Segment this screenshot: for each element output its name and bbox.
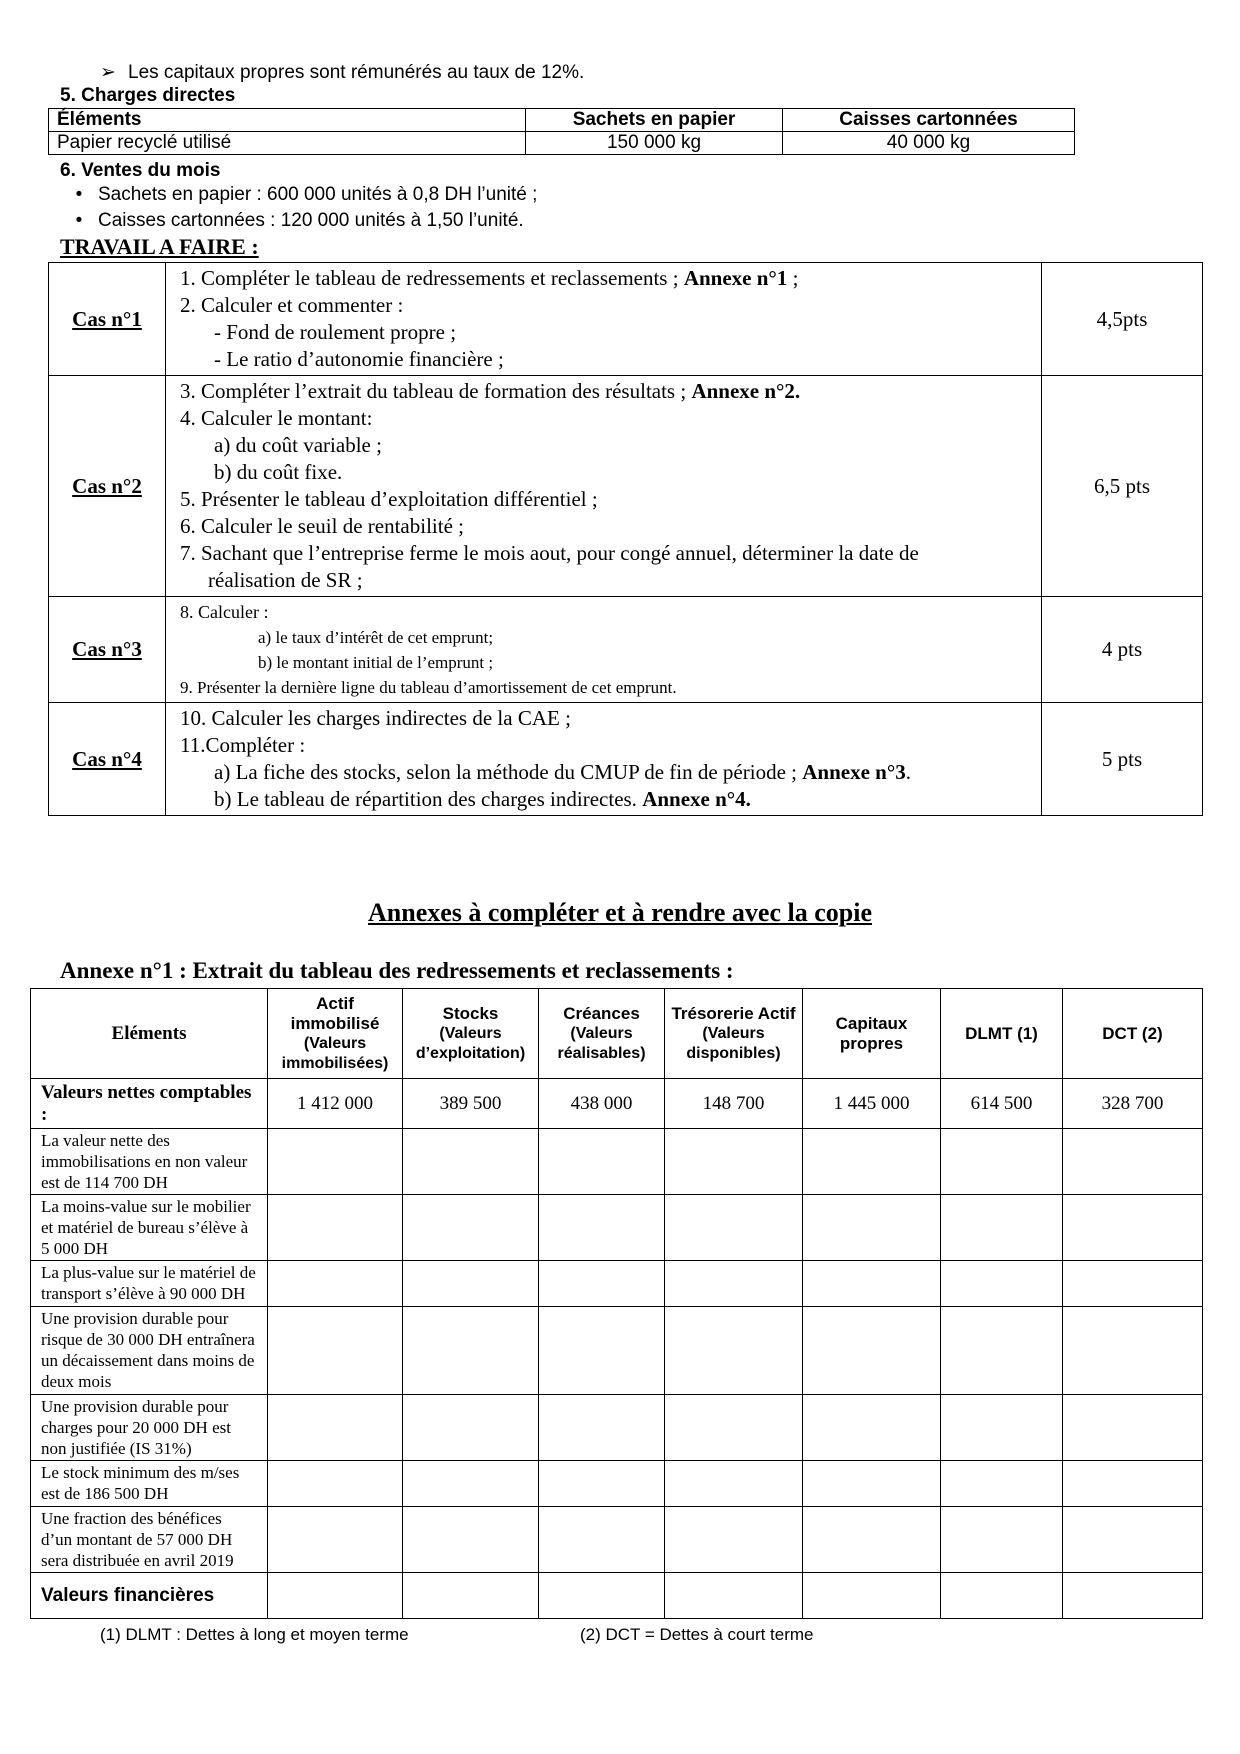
row-description: La valeur nette des immobilisations en non valeur est de 114 700 DH xyxy=(31,1129,268,1195)
input-cell[interactable] xyxy=(403,1261,539,1307)
task-line: 3. Compléter l’extrait du tableau de formation des résultats ; Annexe n°2. xyxy=(180,379,801,403)
input-cell[interactable] xyxy=(539,1573,665,1619)
cas-tasks xyxy=(166,703,1042,816)
task-line: 8. Calculer : xyxy=(180,601,269,622)
arrow-bullet-icon: ➢ xyxy=(100,62,116,83)
cas-row xyxy=(49,263,1203,376)
row-description: Le stock minimum des m/ses est de 186 500 DH xyxy=(31,1461,268,1507)
input-cell[interactable] xyxy=(403,1395,539,1461)
table-row xyxy=(31,1129,1203,1195)
row-description: Une provision durable pour charges pour 20 000 DH est non justifiée (IS 31%) xyxy=(31,1395,268,1461)
annexes-title: Annexes à compléter et à rendre avec la copie xyxy=(368,898,872,927)
charges-directes-title: 5. Charges directes xyxy=(60,85,236,106)
row-description: La moins-value sur le mobilier et matériel de bureau s’élève à 5 000 DH xyxy=(31,1195,268,1261)
vnc-value: 1 445 000 xyxy=(803,1079,941,1129)
vnc-value: 614 500 xyxy=(941,1079,1063,1129)
footnote-dlmt: (1) DLMT : Dettes à long et moyen terme xyxy=(100,1625,409,1644)
bullet-icon: • xyxy=(75,184,83,205)
input-cell[interactable] xyxy=(539,1307,665,1395)
bullet-icon: • xyxy=(75,210,83,231)
cas-points: 4,5pts xyxy=(1042,263,1203,376)
input-cell[interactable] xyxy=(665,1395,803,1461)
input-cell[interactable] xyxy=(665,1461,803,1507)
input-cell[interactable] xyxy=(665,1129,803,1195)
input-cell[interactable] xyxy=(268,1507,403,1573)
table-row xyxy=(31,1261,1203,1307)
header-dct: DCT (2) xyxy=(1063,989,1203,1079)
vnc-value: 1 412 000 xyxy=(268,1079,403,1129)
cas-tasks xyxy=(166,263,1042,376)
input-cell[interactable] xyxy=(803,1461,941,1507)
cas-label: Cas n°2 xyxy=(49,376,166,597)
input-cell[interactable] xyxy=(803,1307,941,1395)
input-cell[interactable] xyxy=(403,1461,539,1507)
table-row xyxy=(49,132,1075,155)
input-cell[interactable] xyxy=(1063,1507,1203,1573)
table-row xyxy=(31,1507,1203,1573)
input-cell[interactable] xyxy=(803,1129,941,1195)
task-line: 1. Compléter le tableau de redressements et reclassements ; Annexe n°1 ; xyxy=(180,266,799,290)
cas-points: 6,5 pts xyxy=(1042,376,1203,597)
cas-label: Cas n°3 xyxy=(49,597,166,703)
input-cell[interactable] xyxy=(539,1261,665,1307)
input-cell[interactable] xyxy=(665,1573,803,1619)
header-stocks: Stocks (Valeurs d’exploitation) xyxy=(403,989,539,1079)
travail-title: TRAVAIL A FAIRE : xyxy=(60,234,259,259)
task-line: 10. Calculer les charges indirectes de la CAE ; xyxy=(180,706,571,730)
task-line: réalisation de SR ; xyxy=(208,568,363,592)
table-row xyxy=(31,1395,1203,1461)
cell-element: Papier recyclé utilisé xyxy=(49,132,526,155)
task-line: a) le taux d’intérêt de cet emprunt; xyxy=(258,627,494,647)
header-sachets: Sachets en papier xyxy=(526,109,783,132)
vnc-row xyxy=(31,1079,1203,1129)
task-line: b) Le tableau de répartition des charges indirectes. Annexe n°4. xyxy=(214,787,751,811)
capitaux-text: Les capitaux propres sont rémunérés au taux de 12%. xyxy=(128,62,585,83)
input-cell[interactable] xyxy=(539,1395,665,1461)
input-cell[interactable] xyxy=(268,1573,403,1619)
input-cell[interactable] xyxy=(1063,1307,1203,1395)
vnc-value: 389 500 xyxy=(403,1079,539,1129)
input-cell[interactable] xyxy=(1063,1129,1203,1195)
cas-points: 4 pts xyxy=(1042,597,1203,703)
cas-points: 5 pts xyxy=(1042,703,1203,816)
header-elements: Eléments xyxy=(31,989,268,1079)
cell-caisses: 40 000 kg xyxy=(783,132,1075,155)
input-cell[interactable] xyxy=(268,1461,403,1507)
header-tresorerie-actif: Trésorerie Actif (Valeurs disponibles) xyxy=(665,989,803,1079)
input-cell[interactable] xyxy=(941,1307,1063,1395)
list-item xyxy=(60,184,537,206)
input-cell[interactable] xyxy=(268,1195,403,1261)
vnc-value: 148 700 xyxy=(665,1079,803,1129)
annexe1-table xyxy=(30,988,1203,1619)
ventes-item-text: Caisses cartonnées : 120 000 unités à 1,50 l’unité. xyxy=(98,210,524,231)
cas-label: Cas n°4 xyxy=(49,703,166,816)
input-cell[interactable] xyxy=(665,1261,803,1307)
input-cell[interactable] xyxy=(665,1507,803,1573)
cell-sachets: 150 000 kg xyxy=(526,132,783,155)
charges-directes-table xyxy=(48,108,1075,155)
travail-table xyxy=(48,262,1203,816)
input-cell[interactable] xyxy=(268,1395,403,1461)
table-row xyxy=(31,1461,1203,1507)
input-cell[interactable] xyxy=(665,1195,803,1261)
vnc-value: 438 000 xyxy=(539,1079,665,1129)
input-cell[interactable] xyxy=(268,1307,403,1395)
task-line: a) La fiche des stocks, selon la méthode du CMUP de fin de période ; Annexe n°3. xyxy=(214,760,911,784)
table-row xyxy=(31,1573,1203,1619)
header-elements: Éléments xyxy=(49,109,526,132)
task-line: 2. Calculer et commenter : xyxy=(180,293,404,317)
cas-tasks xyxy=(166,376,1042,597)
cas-label: Cas n°1 xyxy=(49,263,166,376)
task-line: - Le ratio d’autonomie financière ; xyxy=(214,347,504,371)
header-dlmt: DLMT (1) xyxy=(941,989,1063,1079)
table-row xyxy=(31,1195,1203,1261)
cas-row xyxy=(49,597,1203,703)
vnc-value: 328 700 xyxy=(1063,1079,1203,1129)
cas-row xyxy=(49,703,1203,816)
input-cell[interactable] xyxy=(803,1261,941,1307)
input-cell[interactable] xyxy=(403,1507,539,1573)
input-cell[interactable] xyxy=(1063,1395,1203,1461)
vf-label: Valeurs financières xyxy=(31,1573,268,1619)
row-description: La plus-value sur le matériel de transport s’élève à 90 000 DH xyxy=(31,1261,268,1307)
input-cell[interactable] xyxy=(941,1395,1063,1461)
input-cell[interactable] xyxy=(1063,1261,1203,1307)
input-cell[interactable] xyxy=(941,1261,1063,1307)
header-creances: Créances (Valeurs réalisables) xyxy=(539,989,665,1079)
ventes-title: 6. Ventes du mois xyxy=(60,160,221,181)
input-cell[interactable] xyxy=(941,1573,1063,1619)
input-cell[interactable] xyxy=(268,1261,403,1307)
row-description: Une provision durable pour risque de 30 000 DH entraînera un décaissement dans moins de deux mois xyxy=(31,1307,268,1395)
cas-row xyxy=(49,376,1203,597)
task-line: a) du coût variable ; xyxy=(214,433,382,457)
input-cell[interactable] xyxy=(941,1507,1063,1573)
task-line: b) le montant initial de l’emprunt ; xyxy=(258,652,494,672)
table-header-row xyxy=(49,109,1075,132)
input-cell[interactable] xyxy=(803,1395,941,1461)
header-capitaux-propres: Capitaux propres xyxy=(803,989,941,1079)
cas-tasks xyxy=(166,597,1042,703)
input-cell[interactable] xyxy=(1063,1573,1203,1619)
input-cell[interactable] xyxy=(403,1573,539,1619)
input-cell[interactable] xyxy=(803,1507,941,1573)
task-line: b) du coût fixe. xyxy=(214,460,343,484)
task-line: 4. Calculer le montant: xyxy=(180,406,373,430)
table-row xyxy=(31,1307,1203,1395)
row-description: Une fraction des bénéfices d’un montant de 57 000 DH sera distribuée en avril 2019 xyxy=(31,1507,268,1573)
task-line: - Fond de roulement propre ; xyxy=(214,320,457,344)
task-line: 7. Sachant que l’entreprise ferme le mois aout, pour congé annuel, déterminer la date de xyxy=(180,541,919,565)
input-cell[interactable] xyxy=(941,1461,1063,1507)
vnc-label: Valeurs nettes comptables : xyxy=(31,1079,268,1129)
input-cell[interactable] xyxy=(941,1129,1063,1195)
task-line: 9. Présenter la dernière ligne du tableau d’amortissement de cet emprunt. xyxy=(180,677,677,697)
task-line: 6. Calculer le seuil de rentabilité ; xyxy=(180,514,464,538)
ventes-item-text: Sachets en papier : 600 000 unités à 0,8 DH l’unité ; xyxy=(98,184,538,205)
input-cell[interactable] xyxy=(803,1573,941,1619)
annexe1-title: Annexe n°1 : Extrait du tableau des redressements et reclassements : xyxy=(60,958,734,983)
input-cell[interactable] xyxy=(403,1307,539,1395)
input-cell[interactable] xyxy=(941,1195,1063,1261)
header-caisses: Caisses cartonnées xyxy=(783,109,1075,132)
task-line: 11.Compléter : xyxy=(180,733,306,757)
input-cell[interactable] xyxy=(539,1129,665,1195)
footnote-dct: (2) DCT = Dettes à court terme xyxy=(580,1625,814,1644)
input-cell[interactable] xyxy=(268,1129,403,1195)
input-cell[interactable] xyxy=(1063,1461,1203,1507)
input-cell[interactable] xyxy=(539,1195,665,1261)
intro-bullet xyxy=(100,61,584,84)
input-cell[interactable] xyxy=(803,1195,941,1261)
header-actif-immobilise: Actif immobilisé (Valeurs immobilisées) xyxy=(268,989,403,1079)
input-cell[interactable] xyxy=(539,1461,665,1507)
input-cell[interactable] xyxy=(539,1507,665,1573)
table-header-row xyxy=(31,989,1203,1079)
input-cell[interactable] xyxy=(1063,1195,1203,1261)
input-cell[interactable] xyxy=(665,1307,803,1395)
input-cell[interactable] xyxy=(403,1129,539,1195)
task-line: 5. Présenter le tableau d’exploitation différentiel ; xyxy=(180,487,598,511)
list-item xyxy=(60,210,524,232)
input-cell[interactable] xyxy=(403,1195,539,1261)
